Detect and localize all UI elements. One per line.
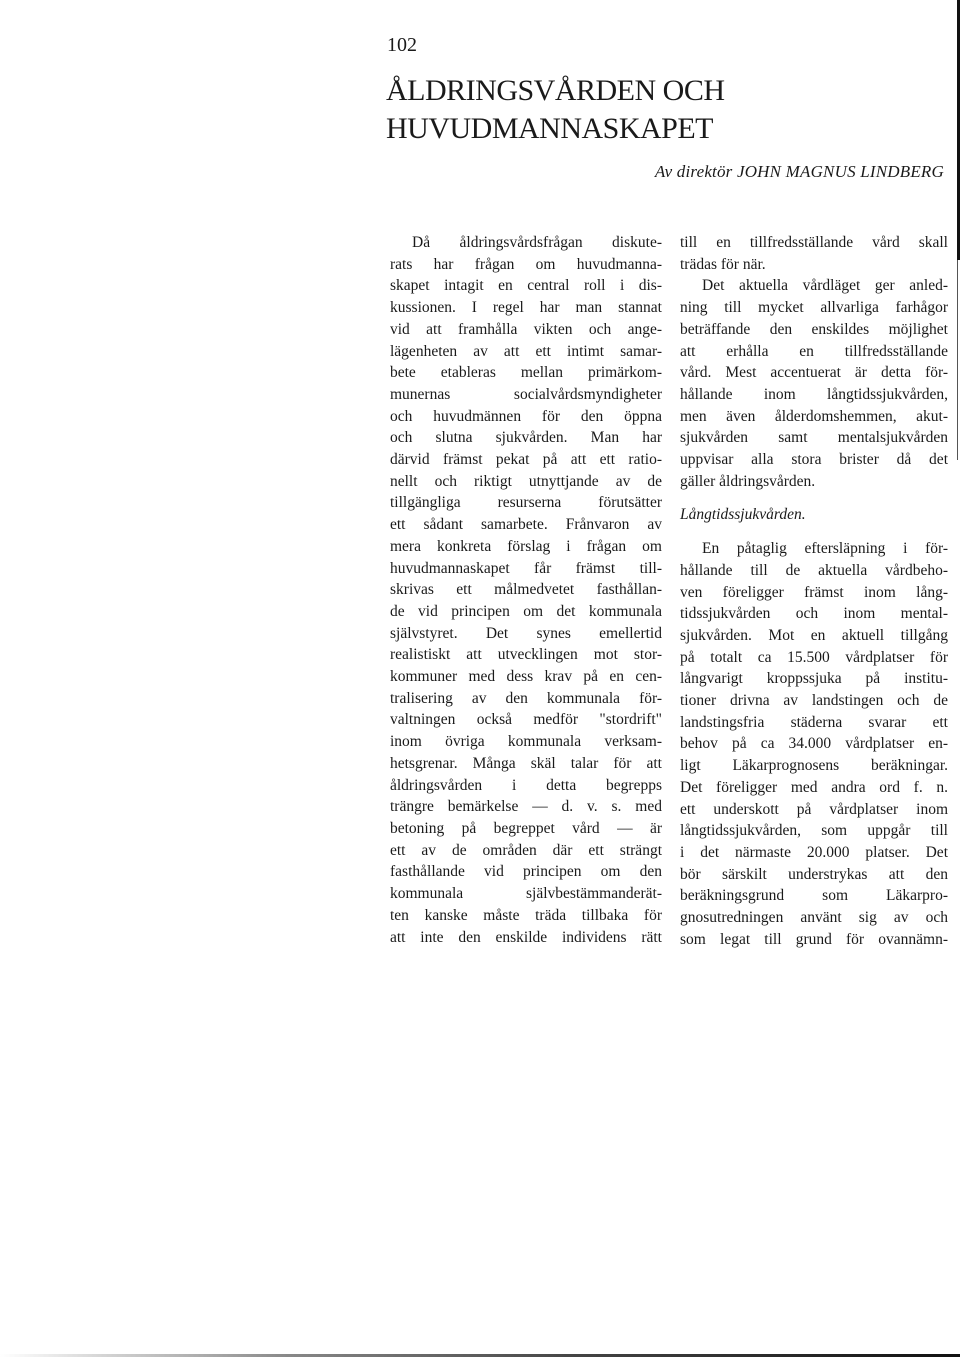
text-line: tralisering av den kommunala för- bbox=[390, 689, 662, 707]
text-line: till en tillfredsställande vård skall bbox=[680, 234, 948, 251]
right-text-column bbox=[680, 232, 948, 951]
text-line: valtningen också medför "stordrift" bbox=[390, 711, 662, 729]
text-line: lägenheten av att ett intimt samar- bbox=[390, 342, 662, 360]
text-line: beträffande den enskildes möjlighet bbox=[680, 320, 948, 338]
text-line: sjukvården samt mentalsjukvården bbox=[680, 429, 948, 447]
text-line: kommuner med dess krav på en cen- bbox=[390, 668, 662, 686]
article-title bbox=[386, 72, 725, 148]
text-line: Det aktuella vårdläget ger anled- bbox=[702, 277, 948, 295]
text-line: ning till mycket allvarliga farhågor bbox=[680, 299, 948, 317]
text-line: hållande inom långtidssjukvården, bbox=[680, 385, 948, 403]
text-line: de vid principen om det kommunala bbox=[390, 602, 662, 620]
text-line: självstyret. Det synes emellertid bbox=[390, 624, 662, 642]
text-line: nellt och riktigt utnyttjande av de bbox=[390, 472, 662, 490]
text-line: långtidssjukvården, som uppgår till bbox=[680, 822, 948, 840]
page-number: 102 bbox=[387, 34, 417, 56]
text-line: skapet intagit en central roll i dis- bbox=[390, 277, 662, 295]
text-line: i det närmaste 20.000 platser. Det bbox=[680, 843, 948, 861]
left-text-column bbox=[390, 232, 662, 948]
text-line: skrivas ett målmedvetet fasthållan- bbox=[390, 581, 662, 599]
text-line: ven föreligger främst inom lång- bbox=[680, 583, 948, 601]
text-line: Då åldringsvårdsfrågan diskute- bbox=[412, 234, 662, 251]
section-subheading: Långtidssjukvården. bbox=[680, 506, 806, 524]
text-line: hållande till de aktuella vårdbeho- bbox=[680, 561, 948, 579]
text-line: En påtaglig eftersläpning i för- bbox=[702, 540, 948, 558]
article-byline: Av direktör JOHN MAGNUS LINDBERG bbox=[654, 162, 944, 181]
text-line: därvid främst pekat på att ett ratio- bbox=[390, 451, 662, 469]
text-line: att inte den enskilde individens rätt bbox=[390, 928, 662, 946]
text-line: och huvudmännen för den öppna bbox=[390, 407, 662, 425]
text-line: tidssjukvården och inom mental- bbox=[680, 605, 948, 623]
text-line: tioner drivna av landstingen och de bbox=[680, 692, 948, 710]
text-line: rats har frågan om huvudmanna- bbox=[390, 255, 662, 273]
text-line: långvarigt kroppssjuka på institu- bbox=[680, 670, 948, 688]
right-paragraph-1 bbox=[680, 232, 948, 275]
text-line: inom övriga kommunala verksam- bbox=[390, 733, 662, 751]
text-line: ett underskott på vårdplatser inom bbox=[680, 800, 948, 818]
text-line: munernas socialvårdsmyndigheter bbox=[390, 385, 662, 403]
text-line: sjukvården. Mot en aktuell tillgång bbox=[680, 626, 948, 644]
text-line: bör särskilt understrykas att den bbox=[680, 865, 948, 883]
text-line: kommunala självbestämmanderät- bbox=[390, 885, 662, 903]
text-line: kussionen. I regel har man stannat bbox=[390, 299, 662, 317]
article-title-line-1: ÅLDRINGSVÅRDEN OCH bbox=[386, 74, 725, 107]
text-line: Det föreligger med andra ord f. n. bbox=[680, 778, 948, 796]
text-line: fasthållande vid principen om den bbox=[390, 863, 662, 881]
text-line: beräkningsgrund som Läkarpro- bbox=[680, 887, 948, 905]
text-line: trängre bemärkelse — d. v. s. med bbox=[390, 798, 662, 816]
text-line: realistiskt att utvecklingen mot stor- bbox=[390, 646, 662, 664]
text-line: och slutna sjukvården. Man har bbox=[390, 429, 662, 447]
right-paragraph-3 bbox=[680, 538, 948, 950]
text-line: trädas för när. bbox=[680, 255, 766, 273]
text-line: betoning på begreppet vård — är bbox=[390, 819, 662, 837]
text-line: bete etableras mellan primärkom- bbox=[390, 364, 662, 382]
right-paragraph-2 bbox=[680, 275, 948, 492]
text-line: huvudmannaskapet får främst till- bbox=[390, 559, 662, 577]
text-line: ligt Läkarprognosens beräkningar. bbox=[680, 757, 948, 775]
text-line: ett sådant samarbete. Frånvaron av bbox=[390, 516, 662, 534]
text-line: åldringsvården i detta begrepps bbox=[390, 776, 662, 794]
text-line: som legat till grund för ovannämn- bbox=[680, 930, 948, 948]
text-line: mera konkreta förslag i frågan om bbox=[390, 537, 662, 555]
text-line: ett av de områden där ett strängt bbox=[390, 841, 662, 859]
text-line: behov på ca 34.000 vårdplatser en- bbox=[680, 735, 948, 753]
text-line: ten kanske måste träda tillbaka för bbox=[390, 906, 662, 924]
text-line: uppvisar alla stora brister då det bbox=[680, 451, 948, 469]
scan-edge-right-thin bbox=[957, 260, 958, 460]
text-line: men även ålderdomshemmen, akut- bbox=[680, 407, 948, 425]
text-line: gäller åldringsvården. bbox=[680, 472, 816, 490]
text-line: vård. Mest accentuerat är detta för- bbox=[680, 364, 948, 382]
text-line: gnosutredningen använt sig av och bbox=[680, 909, 948, 927]
text-line: vid att framhålla vikten och ange- bbox=[390, 320, 662, 338]
text-line: tillgängliga resurserna förutsätter bbox=[390, 494, 662, 512]
text-line: på totalt ca 15.500 vårdplatser för bbox=[680, 648, 948, 666]
article-title-line-2: HUVUDMANNASKAPET bbox=[386, 112, 714, 145]
text-line: landstingsfria städerna svarar ett bbox=[680, 713, 948, 731]
text-line: att erhålla en tillfredsställande bbox=[680, 342, 948, 360]
text-line: hetsgrenar. Många skäl talar för att bbox=[390, 754, 662, 772]
